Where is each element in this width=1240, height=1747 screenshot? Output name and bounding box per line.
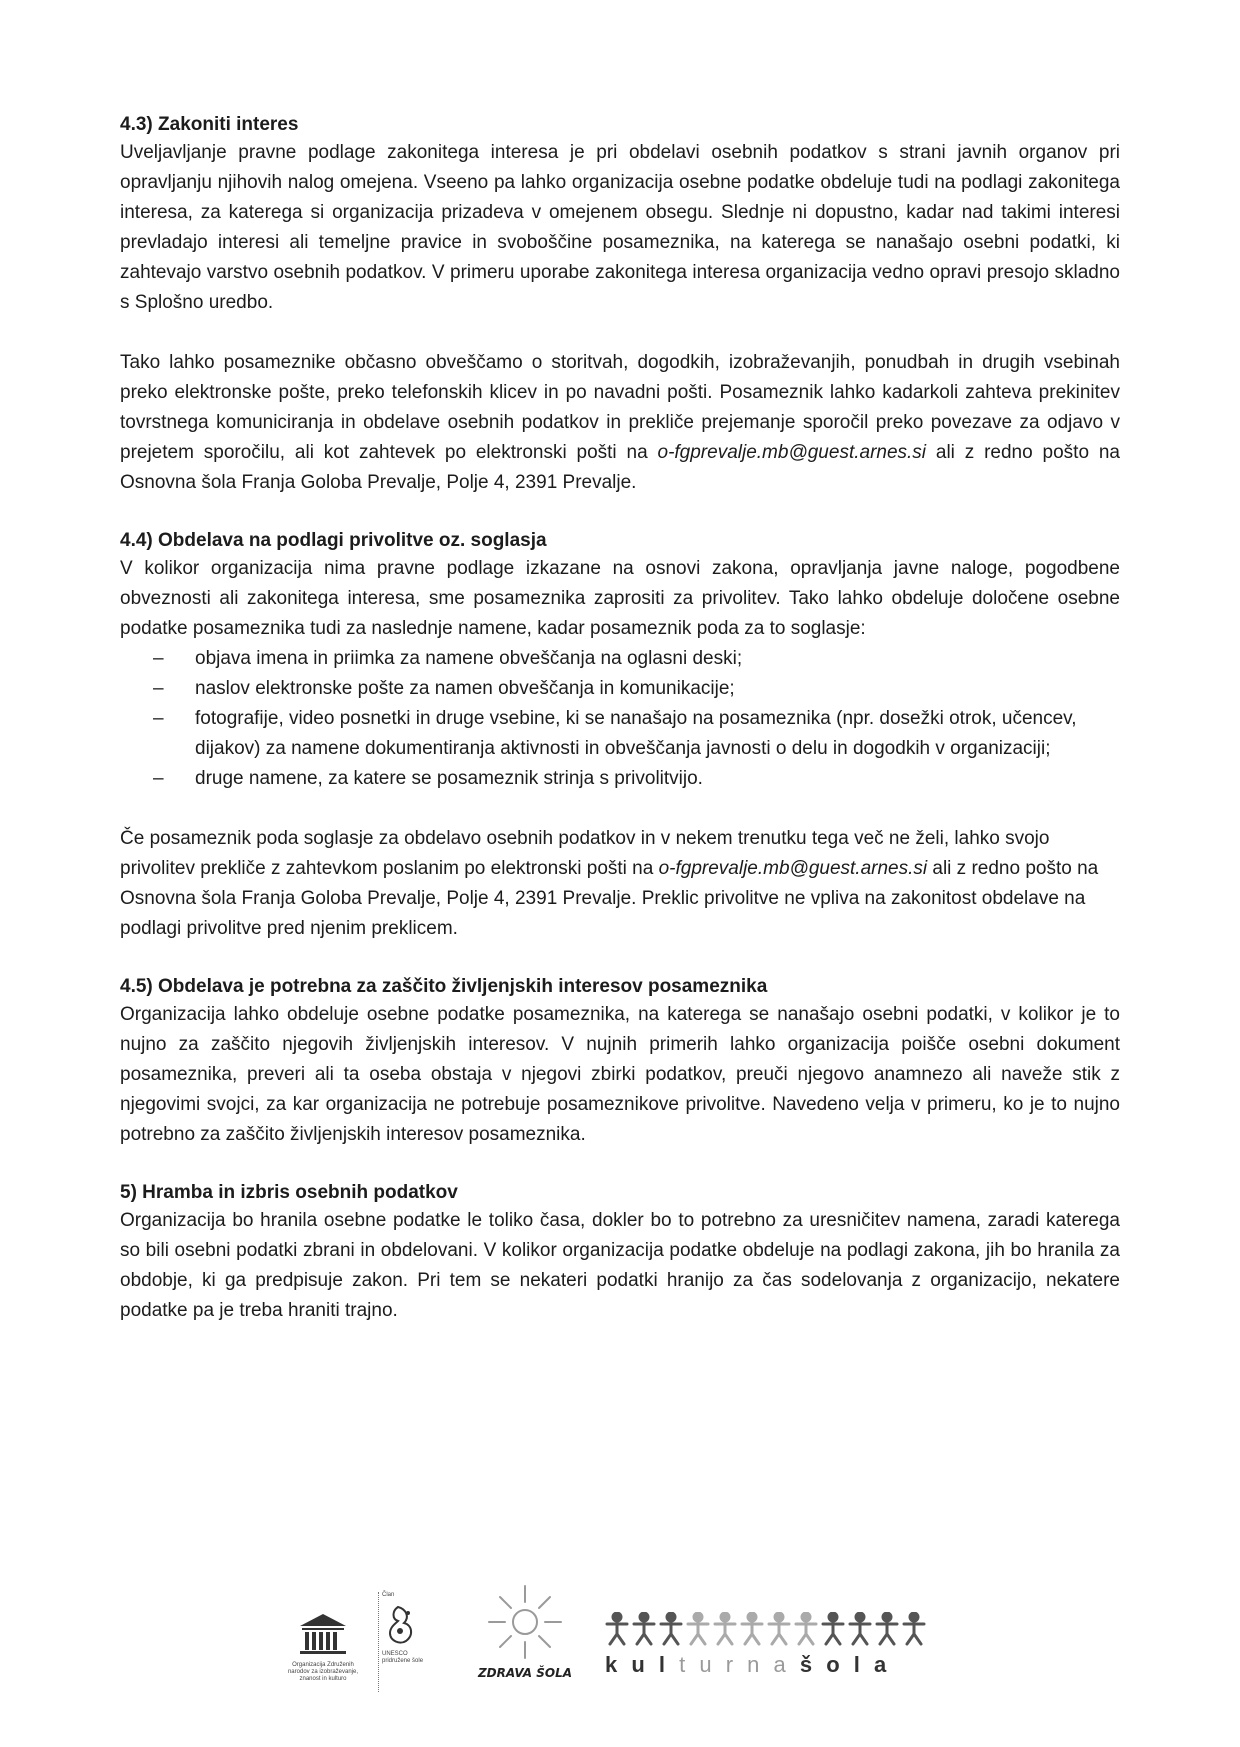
list-item: – objava imena in priimka za namene obveščanja na oglasni deski; (153, 644, 1120, 674)
logo-divider (378, 1592, 379, 1692)
member-label: Član (382, 1592, 395, 1598)
list-item: – druge namene, za katere se posameznik strinja s privolitvijo. (153, 764, 1120, 794)
sun-icon (479, 1582, 571, 1662)
figure-icon (688, 1613, 708, 1644)
figure-icon (661, 1613, 681, 1644)
figure-icon (769, 1613, 789, 1644)
list-item: – fotografije, video posnetki in druge vsebine, ki se nanašajo na posameznika (npr. dosežki otrok, učencev, dijakov) za namene dokumentiranja aktivnosti in obveščanja javnosti o delu in dogodkih v organizaciji; (153, 704, 1120, 764)
section-heading-5: 5) Hramba in izbris osebnih podatkov (120, 1182, 458, 1203)
unesco-asp-logo (382, 1592, 432, 1665)
figure-icon (634, 1613, 654, 1644)
footer-logos (0, 1582, 1240, 1712)
unesco-logo (282, 1612, 364, 1683)
figure-icon (823, 1613, 843, 1644)
section-4-5-paragraph-1: Organizacija lahko obdeluje osebne podatke posameznika, na katerega se nanašajo osebni podatki, v kolikor je to nujno za zaščito njegovih življenjskih interesov. V nujnih primerih lahko organizacija poišče osebni dokument posameznika, preveri ali ta oseba obstaja v njegovi zbirki podatkov, preuči njegovo anamnezo ali naveže stik z njegovimi svojci, za kar organizacija ne potrebuje posameznikove privolitve. Navedeno velja v primeru, ko je to nujno potrebno za zaščito življenjskih interesov posameznika. (120, 1004, 1120, 1145)
consent-purposes-list (120, 644, 1120, 794)
section-4-4-paragraph-2: Če posameznik poda soglasje za obdelavo osebnih podatkov in v nekem trenutku tega več ne želi, lahko svojo privolitev prekliče z zahtevkom poslanim po elektronski pošti na o-fgprevalje.mb@guest.arnes.si ali z redno pošto na Osnovna šola Franja Goloba Prevalje, Polje 4, 2391 Prevalje. Preklic privolitve ne vpliva na zakonitost obdelave na podlagi privolitve pred njenim preklicem. (120, 828, 1099, 939)
zdrava-sola-label: ZDRAVA ŠOLA (477, 1666, 573, 1680)
section-4-3-paragraph-2: Tako lahko posameznike občasno obveščamo o storitvah, dogodkih, izobraževanjih, ponudbah in drugih vsebinah preko elektronske pošte, preko telefonskih klicev in po navadni pošti. Posameznik lahko kadarkoli zahteva prekinitev tovrstnega komuniciranja in obdelave osebnih podatkov in prekliče prejemanje sporočil preko povezave za odjavo v prejetem sporočilu, ali kot zahtevek po elektronski pošti na o-fgprevalje.mb@guest.arnes.si ali z redno pošto na Osnovna šola Franja Goloba Prevalje, Polje 4, 2391 Prevalje. (120, 352, 1120, 493)
section-4-4-paragraph-1: V kolikor organizacija nima pravne podlage izkazane na osnovi zakona, opravljanja javne naloge, pogodbene obveznosti ali zakonitega interesa, sme posameznika zaprositi za privolitev. Tako lahko obdeluje določene osebne podatke posameznika tudi za naslednje namene, kadar posameznik poda za to soglasje: (120, 558, 1120, 639)
section-heading-4-4: 4.4) Obdelava na podlagi privolitve oz. soglasja (120, 530, 547, 551)
section-4-3-paragraph-1: Uveljavljanje pravne podlage zakonitega interesa je pri obdelavi osebnih podatkov s strani javnih organov pri opravljanju njihovih nalog omejena. Vseeno pa lahko organizacija osebne podatke obdeluje tudi na podlagi zakonitega interesa, za katerega si organizacija prizadeva v omejenem obsegu. Slednje ni dopustno, kadar nad takimi interesi prevladajo interesi ali temeljne pravice in svoboščine posameznika, na katerega se nanašajo osebni podatki, ki zahtevajo varstvo osebnih podatkov. V primeru uporabe zakonitega interesa organizacija vedno opravi presojo skladno s Splošno uredbo. (120, 142, 1120, 313)
kulturna-sola-label: k u l t u r n a š o l a (605, 1652, 891, 1677)
kulturna-sola-logo (605, 1612, 945, 1678)
list-item: – naslov elektronske pošte za namen obveščanja in komunikacije; (153, 674, 1120, 704)
figure-icon (796, 1613, 816, 1644)
kulturna-figures-icon (605, 1612, 945, 1646)
section-5-paragraph-1: Organizacija bo hranila osebne podatke le toliko časa, dokler bo to potrebno za uresničitev namena, zaradi katerega so bili osebni podatki zbrani in obdelovani. V kolikor organizacija podatke obdeluje na podlagi zakona, jih bo hranila za obdobje, ki ga predpisuje zakon. Pri tem se nekateri podatki hranijo za čas sodelovanja z organizacijo, nekatere podatke pa je treba hraniti trajno. (120, 1210, 1120, 1321)
figure-icon (850, 1613, 870, 1644)
section-heading-4-3: 4.3) Zakoniti interes (120, 114, 299, 135)
figure-icon (904, 1613, 924, 1644)
email-link[interactable]: o-fgprevalje.mb@guest.arnes.si (657, 442, 927, 463)
figure-icon (742, 1613, 762, 1644)
unesco-temple-icon (298, 1612, 348, 1656)
zdrava-sola-logo (470, 1582, 580, 1680)
figure-icon (715, 1613, 735, 1644)
figure-icon (607, 1613, 627, 1644)
email-link[interactable]: o-fgprevalje.mb@guest.arnes.si (658, 858, 928, 879)
section-heading-4-5: 4.5) Obdelava je potrebna za zaščito življenjskih interesov posameznika (120, 976, 768, 997)
figure-icon (877, 1613, 897, 1644)
document-page (120, 112, 1120, 1326)
asp-caption: UNESCO pridružene šole (382, 1651, 424, 1664)
unesco-caption: Organizacija Združenih narodov za izobraževanje, znanost in kulturo (287, 1662, 359, 1682)
asp-emblem-icon (384, 1603, 418, 1645)
